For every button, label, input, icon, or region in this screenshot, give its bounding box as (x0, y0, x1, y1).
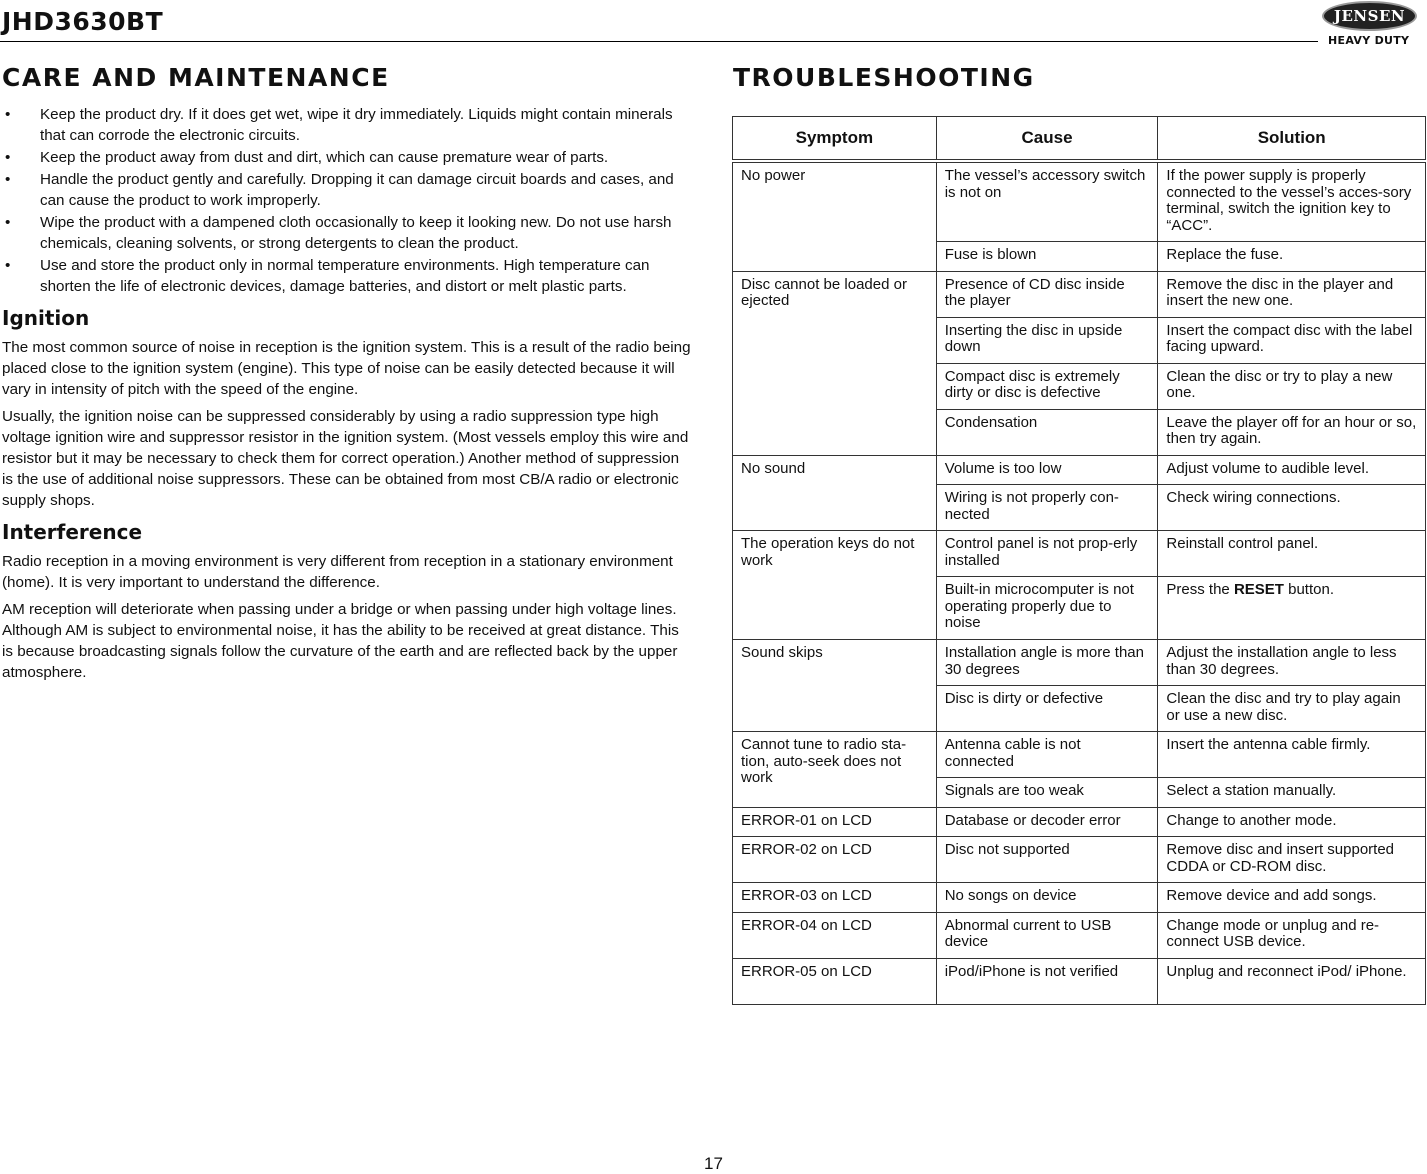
list-item (2, 255, 692, 297)
bullet-text: Use and store the product only in normal temperature environments. High temperature can shorten the life of electronic devices, damage batteries, and distort or melt plastic parts. (40, 257, 650, 295)
troubleshooting-table (732, 116, 1426, 1005)
cause-cell: The vessel’s accessory switch is not on (936, 161, 1158, 242)
bullet-text: Keep the product away from dust and dirt, which can cause premature wear of parts. (40, 149, 609, 166)
cause-cell: Control panel is not prop-erly installed (936, 531, 1158, 577)
bullet-icon: • (5, 149, 11, 166)
cause-cell: Database or decoder error (936, 807, 1158, 837)
cause-cell: Disc is dirty or defective (936, 686, 1158, 732)
left-column (2, 104, 692, 689)
solution-cell: Clean the disc or try to play a new one. (1158, 363, 1426, 409)
cause-cell: Built-in microcomputer is not operating properly due to noise (936, 577, 1158, 640)
interference-paragraph-1: Radio reception in a moving environment is very different from reception in a stationary environment (home). It is very important to understand the difference. (2, 553, 673, 591)
cause-cell: Antenna cable is not connected (936, 732, 1158, 778)
solution-cell: Remove device and add songs. (1158, 883, 1426, 913)
table-row (733, 837, 1426, 883)
interference-heading: Interference (2, 520, 143, 544)
cause-cell: Inserting the disc in upside down (936, 317, 1158, 363)
table-row (733, 883, 1426, 913)
cause-cell: Compact disc is extremely dirty or disc is defective (936, 363, 1158, 409)
care-maintenance-heading: CARE AND MAINTENANCE (2, 63, 390, 92)
cause-cell: Volume is too low (936, 455, 1158, 485)
symptom-cell: ERROR-02 on LCD (733, 837, 937, 883)
solution-cell: Remove the disc in the player and insert the new one. (1158, 271, 1426, 317)
symptom-cell: ERROR-05 on LCD (733, 958, 937, 1004)
model-title: JHD3630BT (2, 7, 164, 36)
bullet-icon: • (5, 171, 11, 188)
solution-cell: Adjust the installation angle to less than 30 degrees. (1158, 640, 1426, 686)
bullet-icon: • (5, 214, 11, 231)
solution-cell: Insert the antenna cable firmly. (1158, 732, 1426, 778)
solution-cell: If the power supply is properly connected to the vessel’s acces-sory terminal, switch the ignition key to “ACC”. (1158, 161, 1426, 242)
symptom-cell: Disc cannot be loaded or ejected (733, 271, 937, 455)
solution-cell: Change to another mode. (1158, 807, 1426, 837)
table-row (733, 271, 1426, 317)
table-row (733, 912, 1426, 958)
table-row (733, 732, 1426, 778)
cause-cell: Wiring is not properly con-nected (936, 485, 1158, 531)
page-number: 17 (704, 1154, 723, 1173)
bullet-text: Keep the product dry. If it does get wet, wipe it dry immediately. Liquids might contain minerals that can corrode the electronic circuits. (40, 106, 673, 144)
table-row (733, 531, 1426, 577)
solution-cell (1158, 577, 1426, 640)
list-item (2, 212, 692, 254)
solution-cell: Adjust volume to audible level. (1158, 455, 1426, 485)
list-item (2, 169, 692, 211)
table-row (733, 958, 1426, 1004)
reset-label: RESET (1233, 581, 1284, 598)
cause-cell: Disc not supported (936, 837, 1158, 883)
solution-cell: Change mode or unplug and re-connect USB device. (1158, 912, 1426, 958)
symptom-cell: Cannot tune to radio sta-tion, auto-seek does not work (733, 732, 937, 808)
jensen-logo (1320, 0, 1420, 50)
ignition-paragraph-1: The most common source of noise in reception is the ignition system. This is a result of the radio being placed close to the ignition system (engine). This type of noise can be easily detected because it will vary in intensity of pitch with the speed of the engine. (2, 339, 691, 398)
solution-cell: Select a station manually. (1158, 778, 1426, 808)
table-row (733, 455, 1426, 485)
header-cause: Cause (936, 117, 1158, 162)
bullet-text: Wipe the product with a dampened cloth occasionally to keep it looking new. Do not use harsh chemicals, cleaning solvents, or strong detergents to clean the product. (40, 214, 672, 252)
solution-cell: Unplug and reconnect iPod/ iPhone. (1158, 958, 1426, 1004)
cause-cell: Abnormal current to USB device (936, 912, 1158, 958)
cause-cell: Installation angle is more than 30 degrees (936, 640, 1158, 686)
cause-cell: Signals are too weak (936, 778, 1158, 808)
table-row (733, 807, 1426, 837)
solution-cell: Remove disc and insert supported CDDA or CD-ROM disc. (1158, 837, 1426, 883)
list-item (2, 104, 692, 146)
bullet-icon: • (5, 106, 11, 123)
cause-cell: Presence of CD disc inside the player (936, 271, 1158, 317)
symptom-cell: ERROR-04 on LCD (733, 912, 937, 958)
bullet-icon: • (5, 257, 11, 274)
cause-cell: iPod/iPhone is not verified (936, 958, 1158, 1004)
table-row (733, 161, 1426, 242)
symptom-cell: Sound skips (733, 640, 937, 732)
care-bullet-list (2, 104, 692, 297)
solution-text-pre: Press the (1166, 581, 1234, 598)
bullet-text: Handle the product gently and carefully. Dropping it can damage circuit boards and cases, and can cause the product to work improperly. (40, 171, 674, 209)
symptom-cell: ERROR-03 on LCD (733, 883, 937, 913)
solution-cell: Reinstall control panel. (1158, 531, 1426, 577)
symptom-cell: No sound (733, 455, 937, 531)
table-row (733, 640, 1426, 686)
solution-text-post: button. (1283, 581, 1334, 598)
header-rule (0, 41, 1318, 42)
jensen-logo-icon: JENSEN (1322, 1, 1417, 31)
solution-cell: Check wiring connections. (1158, 485, 1426, 531)
ignition-heading: Ignition (2, 306, 90, 330)
cause-cell: No songs on device (936, 883, 1158, 913)
symptom-cell: No power (733, 161, 937, 271)
header-solution: Solution (1158, 117, 1426, 162)
solution-cell: Clean the disc and try to play again or use a new disc. (1158, 686, 1426, 732)
solution-cell: Insert the compact disc with the label facing upward. (1158, 317, 1426, 363)
cause-cell: Condensation (936, 409, 1158, 455)
solution-cell: Leave the player off for an hour or so, then try again. (1158, 409, 1426, 455)
list-item (2, 147, 692, 168)
header-symptom: Symptom (733, 117, 937, 162)
symptom-cell: The operation keys do not work (733, 531, 937, 640)
symptom-cell: ERROR-01 on LCD (733, 807, 937, 837)
solution-cell: Replace the fuse. (1158, 242, 1426, 272)
ignition-paragraph-2: Usually, the ignition noise can be suppressed considerably by using a radio suppression type high voltage ignition wire and suppressor resistor in the ignition system. (Most vessels employ this wire and resistor but it may be necessary to check them for correct operation.) Another method of suppression is the use of additional noise suppressors. These can be obtained from most CB/A radio or electronic supply shops. (2, 408, 689, 509)
table-header-row (733, 117, 1426, 162)
logo-tagline: HEAVY DUTY (1328, 34, 1410, 47)
troubleshooting-heading: TROUBLESHOOTING (733, 63, 1035, 92)
cause-cell: Fuse is blown (936, 242, 1158, 272)
interference-paragraph-2: AM reception will deteriorate when passing under a bridge or when passing under high voltage lines. Although AM is subject to environmental noise, it has the ability to be received at great distance. This is because broadcasting signals follow the curvature of the earth and are reflected back by the upper atmosphere. (2, 601, 679, 681)
